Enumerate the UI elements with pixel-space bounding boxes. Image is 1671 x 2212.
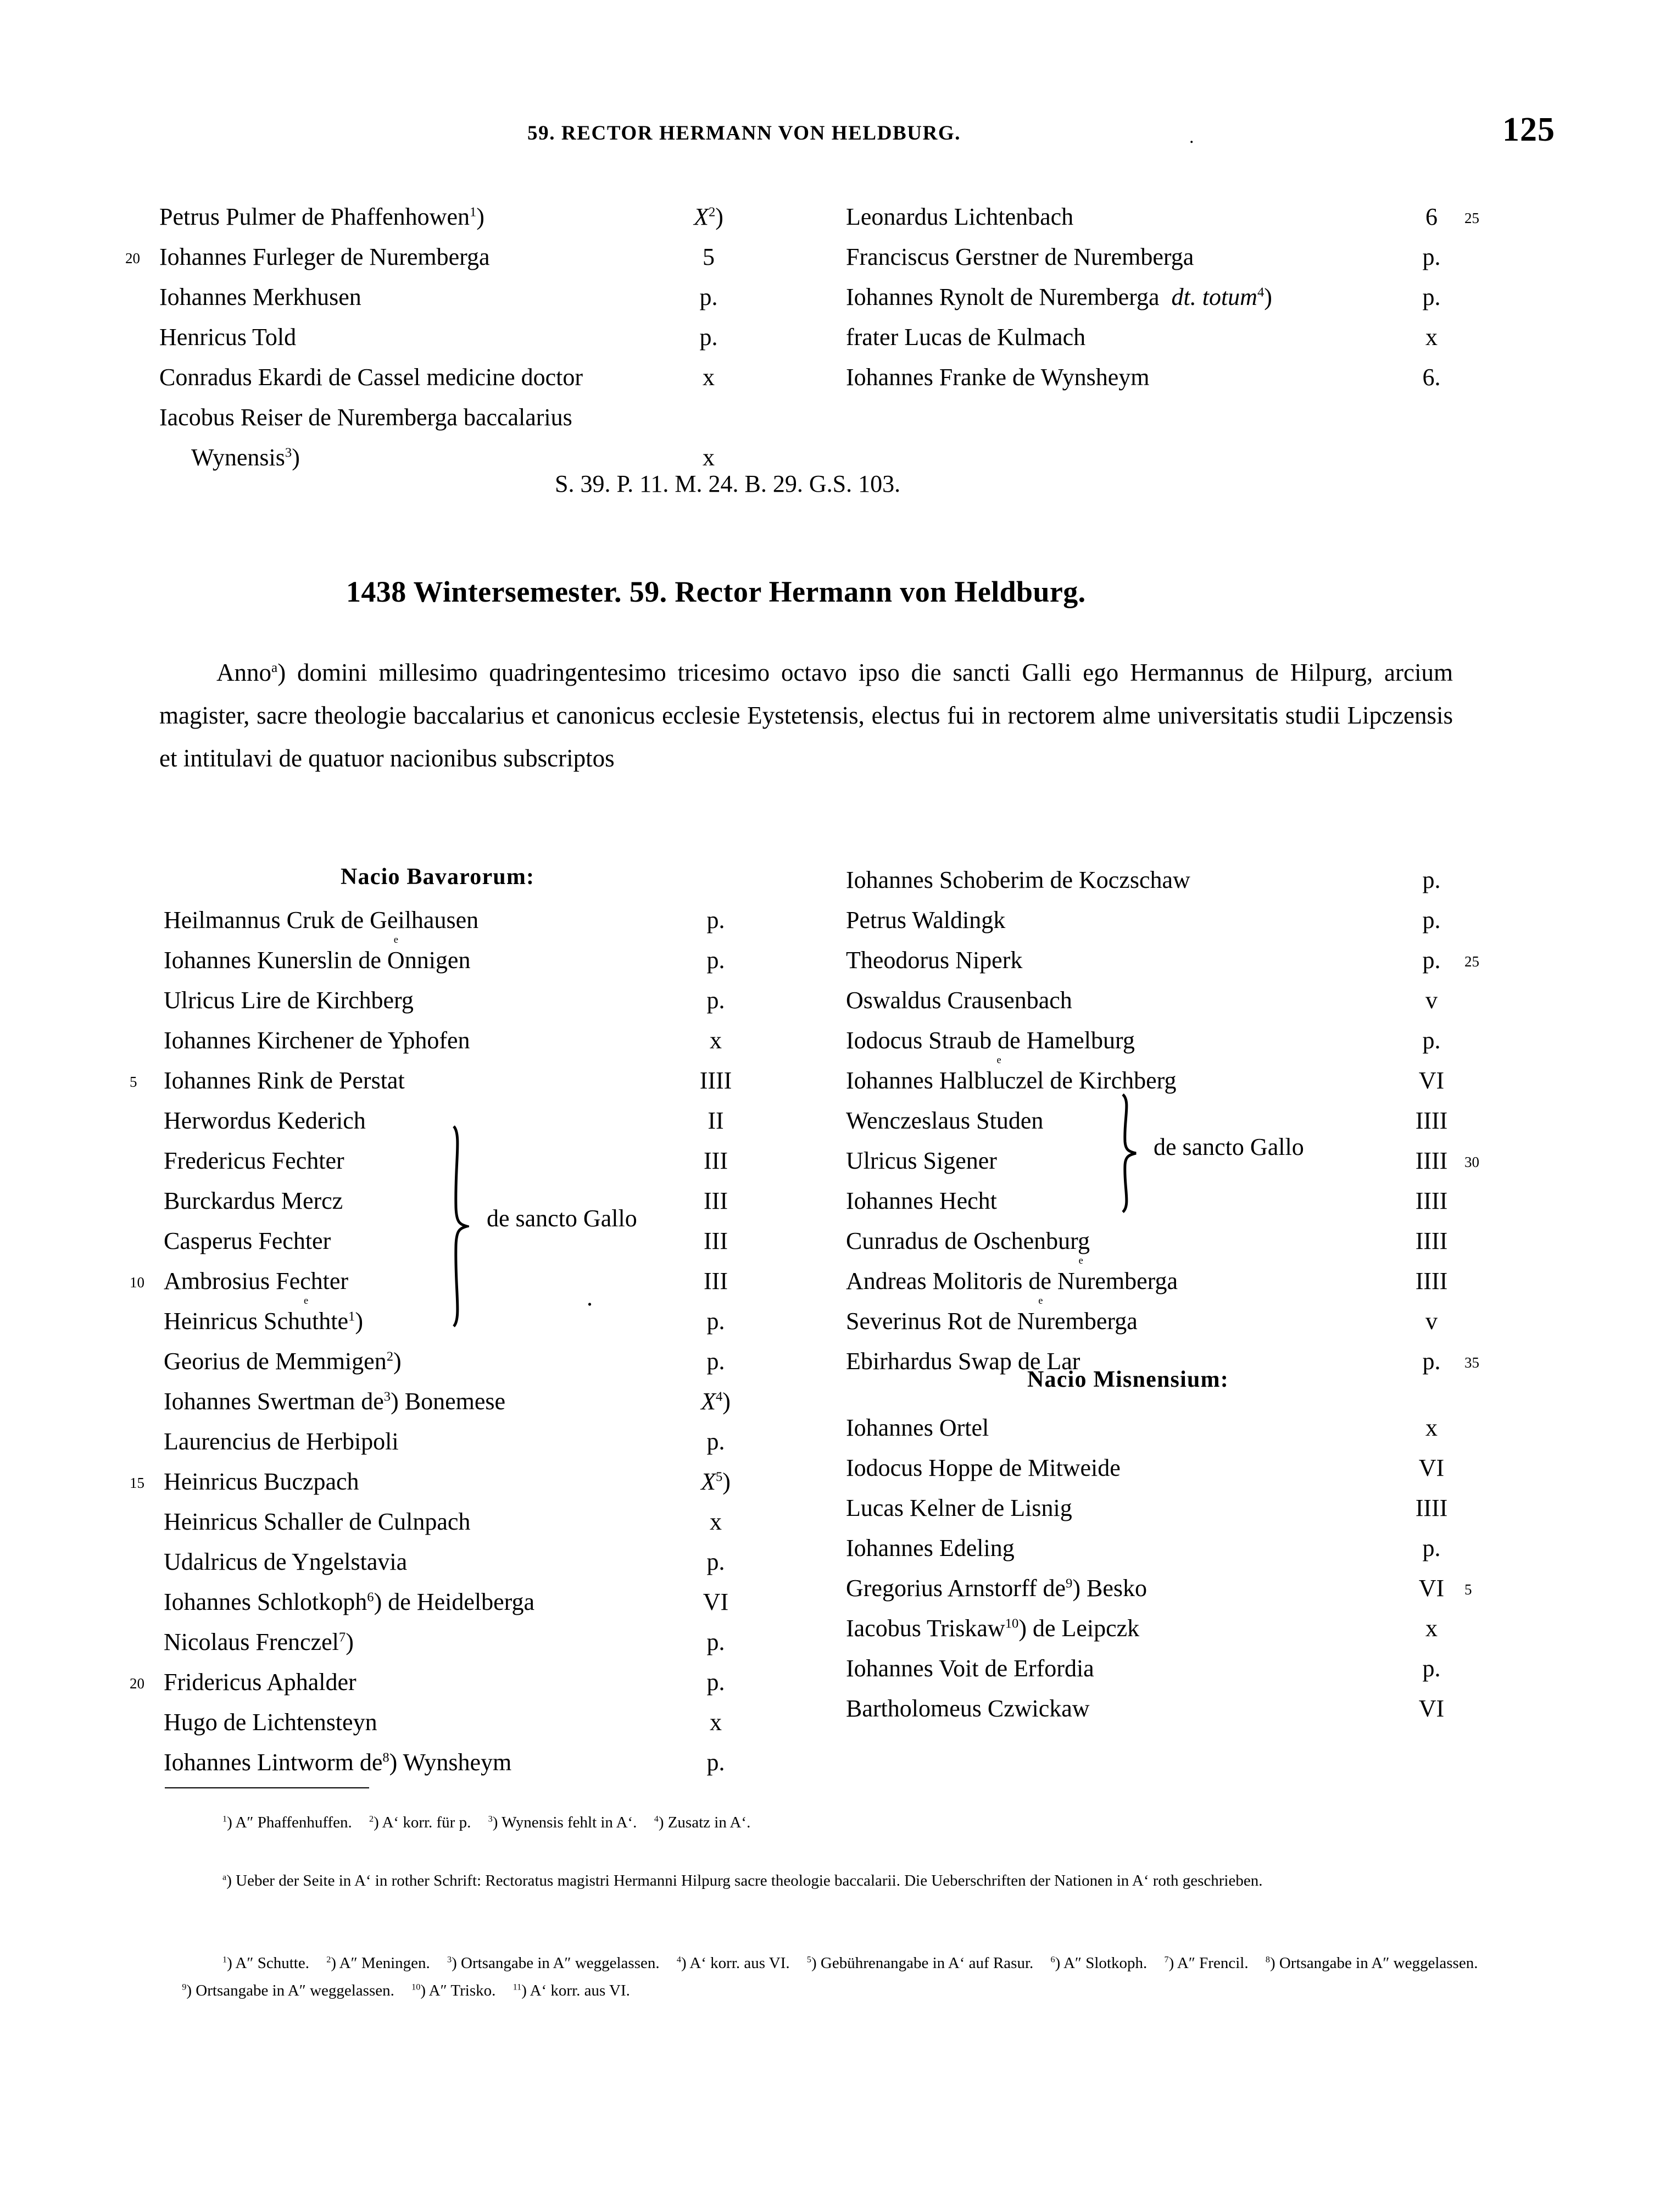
entry-name: Cunradus de Oschenburg	[846, 1227, 1090, 1254]
register-entry	[846, 1408, 1494, 1448]
entry-name: Andreas Molitoris de Nu e remberga	[846, 1255, 1178, 1294]
entry-name: Ulricus Sigener	[846, 1147, 997, 1174]
register-entry	[164, 900, 801, 940]
entry-fee-value: x	[703, 364, 715, 391]
entry-name: Theodorus Niperk	[846, 947, 1023, 974]
body-paragraph: Anno$^a$) domini millesimo quadringentesimo tricesimo octavo ipso die sancti Galli ego Hermannus de Hilpurg, arcium magister, sacre theologie baccalarius et canonicus ecclesie Eystetensis, electus fui in rectorem alme universitatis studii Lipczensis et intitulavi de quatuor nacionibus subscriptos	[159, 659, 1453, 772]
line-number: 10	[130, 1274, 144, 1291]
entry-name: Petrus Waldingk	[846, 907, 1006, 933]
footnote-block-second: $^1$) A″ Schutte. $^2$) A″ Meningen. $^3$) Ortsangabe in A″ weggelassen. $^4$) A‘ korr. aus VI. $^5$) Gebührenangabe in A‘ auf Rasur. $^6$) A″ Slotkoph. $^7$) A″ Frencil. $^8$) Ortsangabe in A″ weggelassen. $^9$) Ortsangabe in A″ weggelassen. $^{10}$) A″ Trisko. $^{11}$) A‘ korr. aus VI.	[182, 1954, 1478, 1999]
top-list-right-column	[846, 197, 1494, 397]
register-entry	[846, 1608, 1494, 1648]
entry-fee-value: p.	[706, 907, 725, 933]
register-entry	[846, 197, 1494, 237]
register-entry	[130, 1461, 801, 1502]
entry-fee-value: p.	[706, 987, 725, 1014]
running-head-dot: .	[1189, 127, 1194, 147]
nacio-misnensium-column	[846, 1408, 1494, 1729]
register-entry	[846, 1688, 1494, 1729]
entry-fee-value: x	[1425, 1414, 1438, 1441]
entry-fee-value: p.	[1422, 284, 1441, 310]
entry-fee-value: IIII	[1415, 1147, 1448, 1174]
entry-name: Lucas Kelner de Lisnig	[846, 1494, 1072, 1521]
entry-fee-value: p.	[706, 1669, 725, 1696]
entry-fee-value: IIII	[1415, 1227, 1448, 1254]
register-entry	[159, 197, 807, 237]
entry-name: Heilmannus Cruk de Geilhausen	[164, 907, 479, 933]
entry-name: Gregorius Arnstorff $de^9$) Besko	[846, 1575, 1147, 1602]
register-entry	[164, 1020, 801, 1060]
entry-name: Ebirhardus Swap de Lar	[846, 1348, 1080, 1375]
register-entry	[846, 1054, 1494, 1101]
line-number: 30	[1464, 1154, 1479, 1170]
entry-fee-value: $X^4$)	[701, 1388, 731, 1415]
entry-fee-value: IIII	[1415, 1107, 1448, 1134]
entry-fee-value: VI	[1418, 1067, 1445, 1094]
entry-name: Severinus Rot de Nu e remberga	[846, 1295, 1138, 1335]
entry-fee-value: p.	[706, 947, 725, 974]
register-entry	[164, 1181, 801, 1221]
entry-fee-value: VI	[1418, 1575, 1445, 1602]
register-entry	[125, 237, 807, 277]
register-entry	[164, 934, 801, 980]
entry-name: Iohannes Merkhusen	[159, 284, 361, 310]
entry-name: Petrus Pulmer de Phaffenhowen$^1$)	[159, 203, 484, 230]
entry-name: Hugo de Lichtensteyn	[164, 1709, 377, 1736]
entry-fee-value: v	[1425, 1308, 1438, 1335]
register-entry	[846, 1648, 1494, 1688]
brace-label-de-sancto-gallo: de sancto Gallo	[1154, 1133, 1304, 1160]
entry-fee-value: p.	[1422, 1027, 1441, 1054]
register-entry	[846, 1488, 1494, 1528]
entry-name: Iodocus Straub de Hamelburg	[846, 1027, 1135, 1054]
register-entry	[164, 1101, 801, 1141]
entry-name: Laurencius de Herbipoli	[164, 1428, 399, 1455]
entry-fee-value: 5	[703, 243, 715, 270]
register-entry	[846, 277, 1494, 317]
entry-name: Iohannes Ortel	[846, 1414, 989, 1441]
entry-fee-value: p.	[1422, 907, 1441, 933]
entry-name: Udalricus de Yngelstavia	[164, 1548, 408, 1575]
entry-name: Iohannes Lintworm $de^8$) Wynsheym	[164, 1749, 512, 1776]
register-entry	[846, 237, 1494, 277]
entry-fee-value: p.	[706, 1548, 725, 1575]
entry-fee-value: x	[1425, 1615, 1438, 1642]
nacio-bavarorum-heading: Nacio Bavarorum:	[341, 864, 535, 890]
register-entry	[164, 1582, 801, 1622]
entry-fee-value: v	[1425, 987, 1438, 1014]
register-entry	[130, 1261, 801, 1301]
entry-fee-value: x	[710, 1709, 722, 1736]
register-entry	[846, 1221, 1494, 1261]
entry-name: Iohannes Schoberim de Koczschaw	[846, 866, 1190, 893]
entry-fee-value: p.	[699, 324, 718, 351]
footnote-block-a: $^a$) Ueber der Seite in A‘ in rother Schrift: Rectoratus magistri Hermanni Hilpurg sacre theologie baccalarii. Die Ueberschriften der Nationen in A‘ roth geschrieben.	[222, 1872, 1263, 1889]
entry-fee-value: 6	[1425, 203, 1438, 230]
entry-fee-value: p.	[706, 1629, 725, 1655]
entry-name: Iohannes Halblu e czel de Kirchberg	[846, 1054, 1177, 1094]
register-entry	[846, 900, 1494, 940]
entry-fee-value: III	[704, 1187, 728, 1214]
curly-brace-icon	[1119, 1093, 1138, 1213]
entry-fee-value: x	[710, 1508, 722, 1535]
entry-name: Henricus Told	[159, 324, 297, 351]
entry-fee-value: x	[710, 1027, 722, 1054]
entry-fee-value: VI	[1418, 1695, 1445, 1722]
register-entry	[164, 1381, 801, 1421]
entry-name: Wenczeslaus Studen	[846, 1107, 1044, 1134]
curly-brace-icon	[450, 1125, 469, 1327]
line-number: 5	[130, 1074, 137, 1090]
entry-fee-value: p.	[706, 1428, 725, 1455]
entry-name: Iacobus Triskaw$^{10}$) de Leipczk	[846, 1615, 1140, 1642]
entry-fee-value: IIII	[1415, 1494, 1448, 1521]
entry-name: Iohannes Schlotkoph$^6$) de Heidelberga	[164, 1588, 534, 1615]
register-entry	[164, 1742, 801, 1782]
entry-fee-value: IIII	[1415, 1187, 1448, 1214]
entry-fee-value: III	[704, 1147, 728, 1174]
entry-fee-value: IIII	[699, 1067, 732, 1094]
register-entry	[164, 1141, 801, 1181]
entry-fee-value: VI	[703, 1588, 729, 1615]
entry-fee-value: p.	[1422, 1655, 1441, 1682]
register-entry	[846, 357, 1494, 397]
register-entry	[846, 940, 1494, 980]
entry-name: Iohannes Franke de Wynsheym	[846, 364, 1150, 391]
entry-name: Wynensis$^3$)	[191, 444, 300, 471]
entry-name: Fridericus Aphalder	[164, 1669, 357, 1696]
register-entry	[846, 980, 1494, 1020]
entry-name: Oswaldus Crausenbach	[846, 987, 1072, 1014]
running-head-title: 59. RECTOR HERMANN VON HELDBURG.	[527, 122, 961, 144]
section-heading: 1438 Wintersemester. 59. Rector Hermann von Heldburg.	[346, 575, 1086, 608]
entry-name: Iohannes Kirchener de Yphofen	[164, 1027, 470, 1054]
entry-fee-value: VI	[1418, 1454, 1445, 1481]
register-entry	[159, 317, 807, 357]
entry-name: Conradus Ekardi de Cassel medicine doctor	[159, 364, 583, 391]
entry-fee-value: p.	[1422, 1348, 1441, 1375]
entry-fee-value: p.	[699, 284, 718, 310]
entry-name: Iohannes Voit de Erfordia	[846, 1655, 1094, 1682]
entry-name: Iohannes Swertman $de^3$) Bonemese	[164, 1388, 506, 1415]
entry-fee-value: p.	[1422, 866, 1441, 893]
register-entry	[846, 1448, 1494, 1488]
top-list-left-column	[125, 197, 807, 477]
footnote-block-first: $^1$) A″ Phaffenhuffen. $^2$) A‘ korr. für p. $^3$) Wynensis fehlt in A‘. $^4$) Zusatz in A‘.	[222, 1814, 751, 1831]
running-head	[0, 111, 1671, 157]
entry-fee-value: 6.	[1422, 364, 1441, 391]
register-entry	[164, 1502, 801, 1542]
entry-name: Iodocus Hoppe de Mitweide	[846, 1454, 1121, 1481]
footnote-rule	[165, 1787, 369, 1788]
register-entry	[159, 277, 807, 317]
register-entry	[164, 980, 801, 1020]
nacio-bavarorum-left-column	[130, 900, 801, 1782]
entry-name: Iohannes Furleger de Nuremberga	[159, 243, 490, 270]
line-number: 20	[125, 250, 140, 266]
entry-name: Ambrosius Fechter	[164, 1268, 349, 1294]
line-number: 35	[1464, 1354, 1479, 1371]
register-entry	[164, 1295, 801, 1341]
entry-fee-value: IIII	[1415, 1268, 1448, 1294]
register-entry	[846, 1528, 1494, 1568]
entry-fee-value: II	[708, 1107, 724, 1134]
entry-fee-value: III	[704, 1268, 728, 1294]
register-entry	[846, 1255, 1494, 1301]
register-entry	[164, 1341, 801, 1381]
register-entry	[846, 860, 1494, 900]
register-entry	[846, 1181, 1494, 1221]
entry-name: Iacobus Reiser de Nuremberga baccalarius	[159, 404, 572, 431]
entry-name: Heinricus Schu e thte$^1$)	[164, 1295, 364, 1335]
entry-name: Iohannes Hecht	[846, 1187, 997, 1214]
line-number: 20	[130, 1675, 144, 1692]
register-entry	[130, 1662, 801, 1702]
entry-name: Iohannes Rynolt de Nuremberga dt. totum$^4$)	[846, 284, 1272, 310]
entry-fee-value: p.	[706, 1308, 725, 1335]
register-entry	[846, 1568, 1494, 1608]
register-entry	[846, 1295, 1494, 1341]
entry-fee-value: p.	[1422, 1535, 1441, 1561]
entry-fee-value: p.	[1422, 243, 1441, 270]
line-number: 25	[1464, 210, 1479, 226]
entry-fee-value: $X^5$)	[701, 1468, 731, 1495]
register-entry	[164, 1221, 801, 1261]
entry-name: Fredericus Fechter	[164, 1147, 344, 1174]
entry-name: Iohannes Edeling	[846, 1535, 1015, 1561]
register-entry	[130, 1060, 801, 1101]
register-entry	[164, 1702, 801, 1742]
entry-name: Bartholomeus Czwickaw	[846, 1695, 1090, 1722]
entry-fee-value: p.	[706, 1348, 725, 1375]
entry-name: Georius de Memmigen$^2$)	[164, 1348, 402, 1375]
entry-fee-value: p.	[1422, 947, 1441, 974]
entry-fee-value: x	[1425, 324, 1438, 351]
nacio-misnensium-heading: Nacio Misnensium:	[1027, 1367, 1229, 1392]
nacio-bavarorum-right-column	[846, 860, 1494, 1381]
register-entry	[159, 357, 807, 397]
entry-name: Burckardus Mercz	[164, 1187, 343, 1214]
entry-name: Heinricus Schaller de Culnpach	[164, 1508, 471, 1535]
register-entry	[164, 1421, 801, 1461]
entry-name: Nicolaus Frenczel$^7$)	[164, 1629, 354, 1655]
register-entry	[164, 1622, 801, 1662]
entry-name: Iohannes Kunerslin de O e nnigen	[164, 934, 471, 974]
entry-name: frater Lucas de Kulmach	[846, 324, 1086, 351]
summary-line: S. 39. P. 11. M. 24. B. 29. G.S. 103.	[555, 470, 901, 497]
entry-fee-value: $X^2$)	[694, 203, 723, 230]
page-number: 125	[1502, 111, 1555, 148]
entry-name: Leonardus Lichtenbach	[846, 203, 1074, 230]
line-number: 5	[1464, 1581, 1472, 1598]
entry-fee-value: III	[704, 1227, 728, 1254]
entry-name: Iohannes Rink de Perstat	[164, 1067, 405, 1094]
entry-name: Herwordus Kederich	[164, 1107, 366, 1134]
register-entry	[846, 1020, 1494, 1060]
line-number: 15	[130, 1475, 144, 1491]
entry-name: Casperus Fechter	[164, 1227, 331, 1254]
entry-fee-value: x	[703, 444, 715, 471]
register-entry	[159, 397, 807, 437]
entry-name: Heinricus Buczpach	[164, 1468, 359, 1495]
entry-fee-value: p.	[706, 1749, 725, 1776]
register-entry	[164, 1542, 801, 1582]
brace-label-de-sancto-gallo: de sancto Gallo	[487, 1205, 637, 1232]
brace-stray-dot: .	[587, 1284, 593, 1311]
entry-name: Franciscus Gerstner de Nuremberga	[846, 243, 1194, 270]
entry-name: Ulricus Lire de Kirchberg	[164, 987, 414, 1014]
register-entry	[846, 317, 1494, 357]
line-number: 25	[1464, 953, 1479, 970]
